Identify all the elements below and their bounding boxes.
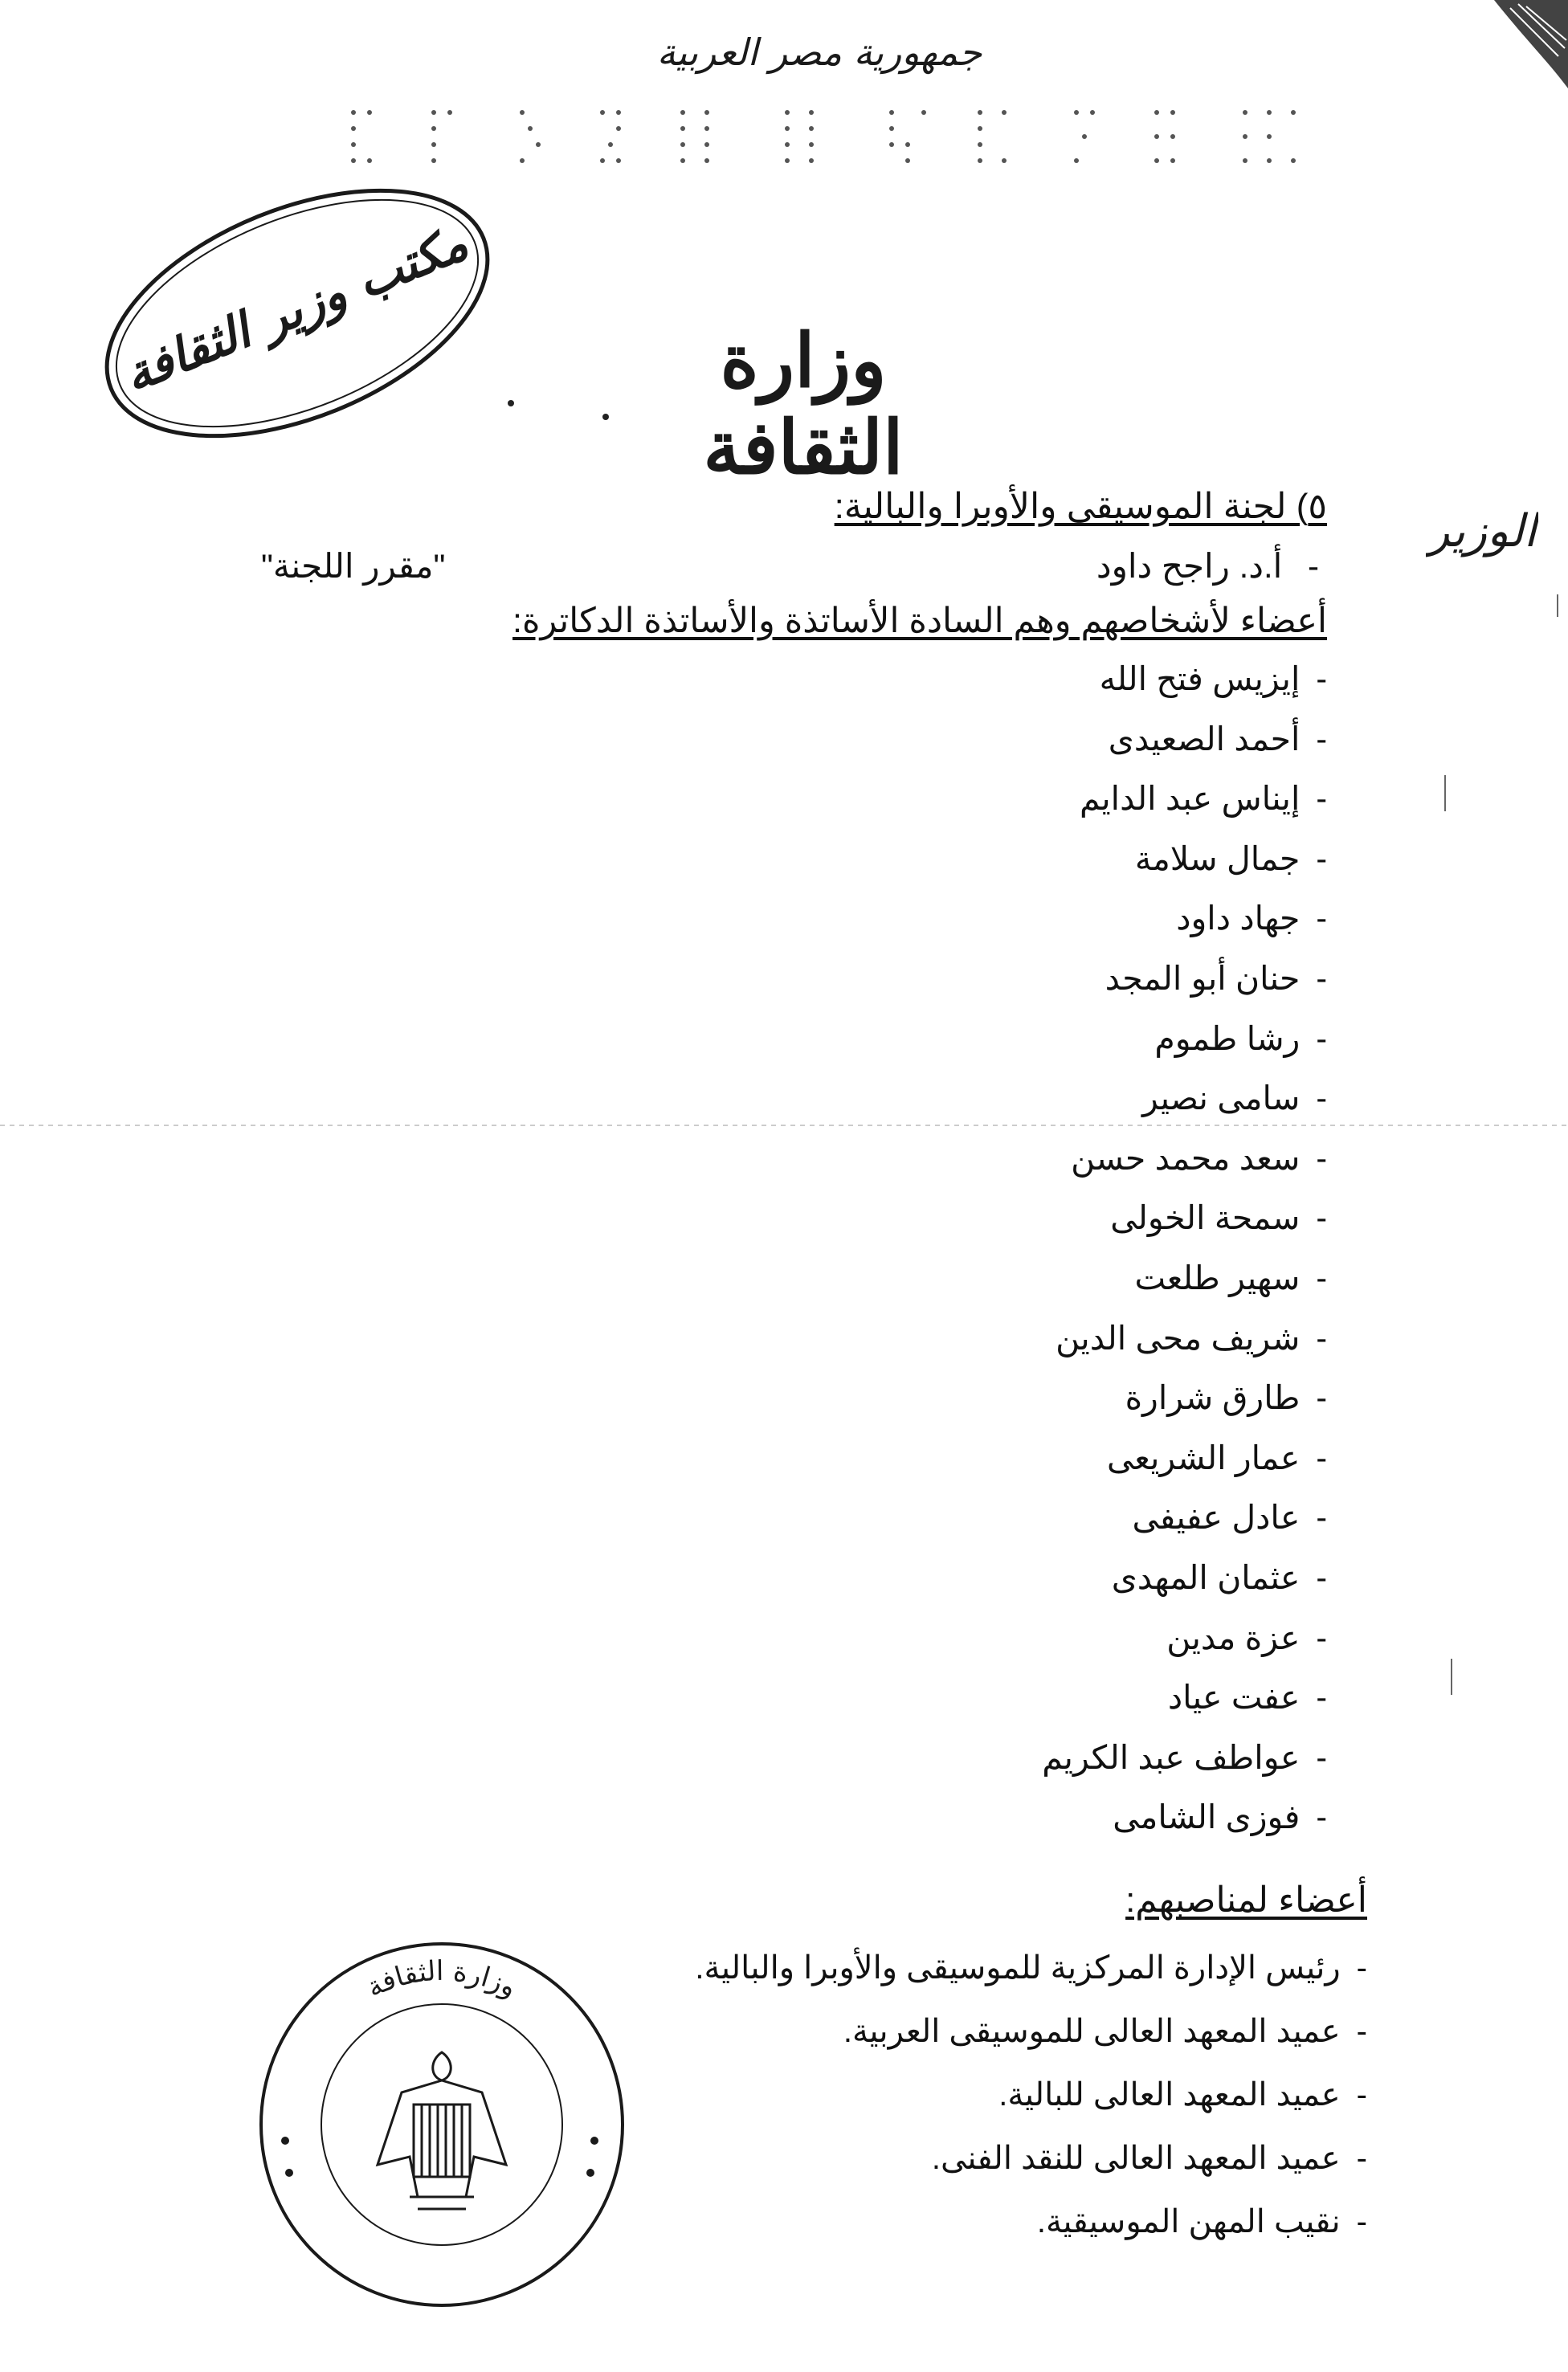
list-item: -رئيس الإدارة المركزية للموسيقى والأوبرا والبالية. [695,1950,1367,1986]
rapporteur-title: "مقرر اللجنة" [261,547,446,585]
list-item: -عميد المعهد العالى للنقد الفنى. [931,2141,1367,2176]
list-item: -نقيب المهن الموسيقية. [1036,2204,1367,2239]
minister-signature [1426,494,1538,574]
list-item: -عثمان المهدى [1111,1558,1327,1596]
list-item: -سامى نصير [1142,1080,1327,1117]
corner-scribble-icon [1470,0,1568,96]
committee-heading: ٥) لجنة الموسيقى والأوبرا والبالية: [834,487,1327,526]
personal-members-heading: أعضاء لأشخاصهم وهم السادة الأساتذة والأساتذة الدكاترة: [512,602,1327,640]
scan-margin-mark [1444,775,1446,811]
list-dash: - [1308,547,1319,585]
list-item: -سعد محمد حسن [1071,1139,1327,1177]
list-item: -عادل عفيفى [1132,1499,1327,1537]
office-stamp [88,161,506,466]
list-item: -عميد المعهد العالى للموسيقى العربية. [843,2014,1367,2049]
list-item: -عواطف عبد الكريم [1042,1738,1327,1776]
position-members-heading: أعضاء لمناصبهم: [1125,1880,1367,1920]
republic-header: جمهورية مصر العربية [656,31,982,74]
svg-text:الوزير: الوزير [1427,505,1537,557]
ministry-title: وزارة الثقافة [703,317,904,491]
personal-members-list [684,649,1327,1847]
list-item: -سهير طلعت [1134,1259,1327,1296]
list-item: -أحمد الصعيدى [1108,720,1327,757]
rapporteur-name: أ.د. راجح داود [1096,547,1283,585]
list-item: -جمال سلامة [1134,839,1327,877]
list-item: -شريف محى الدين [1056,1319,1327,1357]
svg-text:وزارة الثقافة: وزارة الثقافة [361,1954,522,2004]
list-item: -إيناس عبد الدايم [1079,780,1327,818]
list-item: -عميد المعهد العالى للبالية. [998,2077,1367,2113]
decorative-dot [508,400,514,406]
list-item: -رشا طموم [1154,1019,1327,1057]
decorative-dot [602,414,609,420]
svg-text:مكتب وزير الثقافة: مكتب وزير الثقافة [116,214,476,404]
list-item: -طارق شرارة [1125,1379,1327,1417]
list-item: -إيزيس فتح الله [1099,660,1327,697]
list-item: -سمحة الخولى [1110,1199,1327,1237]
list-item: -جهاد داود [1176,900,1327,937]
list-item: -عفت عياد [1167,1679,1327,1717]
list-item: -عمار الشريعى [1107,1439,1327,1476]
rapporteur-line [1096,546,1319,586]
list-item: -فوزى الشامى [1113,1798,1327,1836]
scan-margin-mark [1557,594,1558,617]
scan-margin-mark [1451,1659,1452,1695]
official-seal [249,1932,635,2317]
list-item: -عزة مدين [1166,1619,1327,1656]
list-item: -حنان أبو المجد [1105,959,1327,997]
